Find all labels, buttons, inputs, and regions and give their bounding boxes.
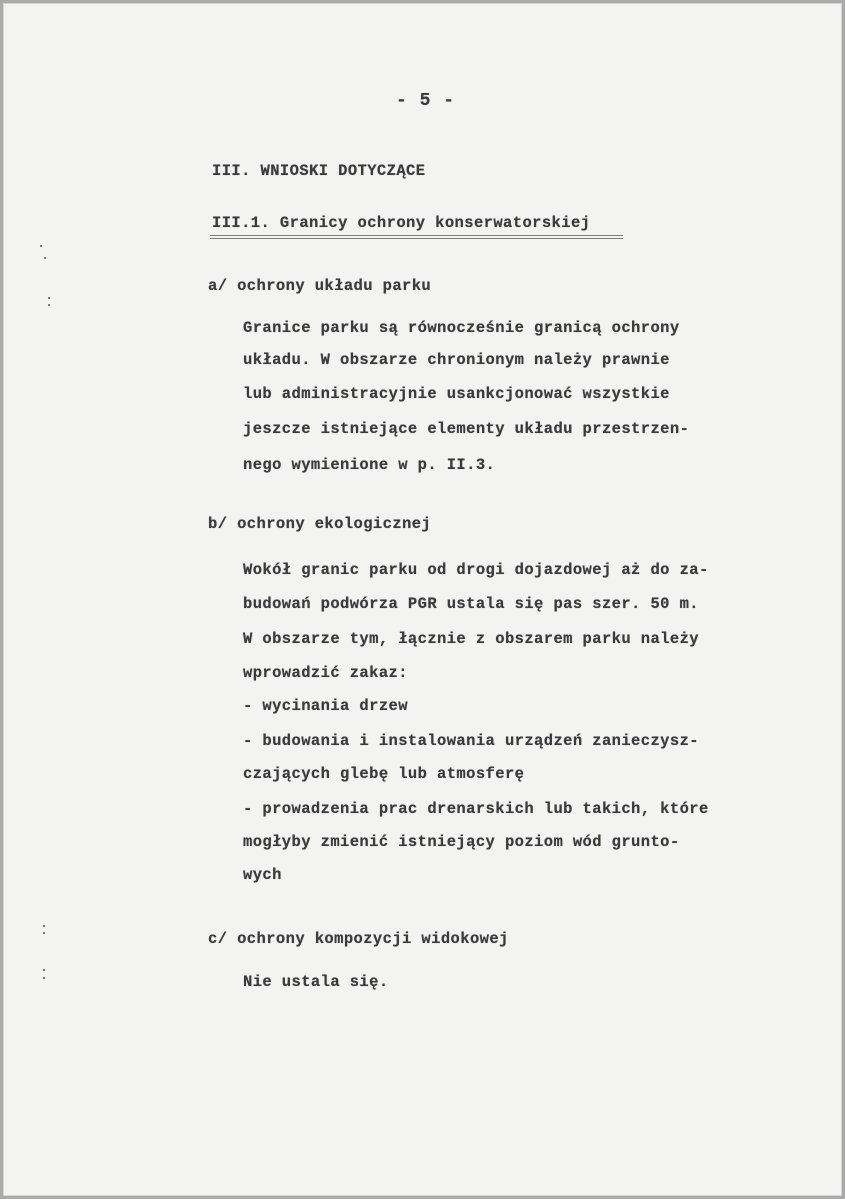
margin-speck: [48, 297, 50, 299]
margin-speck: [48, 304, 50, 306]
section-c-line: Nie ustala się.: [243, 973, 389, 991]
bullet-line: mogłyby zmienić istniejący poziom wód grunto-: [243, 833, 680, 851]
margin-speck: [43, 925, 45, 927]
subsection-heading: III.1. Granicy ochrony konserwatorskiej: [212, 214, 591, 232]
section-a-title: a/ ochrony układu parku: [208, 277, 432, 295]
section-a-line: lub administracyjnie usankcjonować wszystkie: [243, 385, 670, 403]
bullet-line: czających glebę lub atmosferę: [243, 765, 525, 783]
margin-speck: [43, 969, 45, 971]
section-b-title: b/ ochrony ekologicznej: [208, 515, 432, 533]
section-b-line: budowań podwórza PGR ustala się pas szer. 50 m.: [243, 595, 699, 613]
page-number: - 5 -: [396, 91, 456, 111]
section-a-line: nego wymienione w p. II.3.: [243, 456, 496, 474]
margin-speck: [44, 257, 46, 259]
section-b-line: wprowadzić zakaz:: [243, 664, 408, 682]
section-b-line: Wokół granic parku od drogi dojazdowej aż do za-: [243, 561, 709, 579]
bullet-line: wych: [243, 866, 282, 884]
margin-speck: [43, 932, 45, 934]
section-a-line: Granice parku są równocześnie granicą ochrony: [243, 319, 680, 337]
margin-speck: [40, 245, 42, 247]
bullet-line: - wycinania drzew: [243, 697, 408, 715]
section-heading: III. WNIOSKI DOTYCZĄCE: [212, 162, 426, 180]
document-page: [3, 3, 842, 1196]
section-c-title: c/ ochrony kompozycji widokowej: [208, 930, 509, 948]
section-a-line: jeszcze istniejące elementy układu przestrzen-: [243, 420, 690, 438]
section-b-line: W obszarze tym, łącznie z obszarem parku należy: [243, 630, 699, 648]
bullet-line: - budowania i instalowania urządzeń zanieczysz-: [243, 732, 699, 750]
section-a-line: układu. W obszarze chronionym należy prawnie: [243, 351, 670, 369]
bullet-line: - prowadzenia prac drenarskich lub takich, które: [243, 800, 709, 818]
heading-underline: [210, 235, 623, 239]
margin-speck: [43, 977, 45, 979]
